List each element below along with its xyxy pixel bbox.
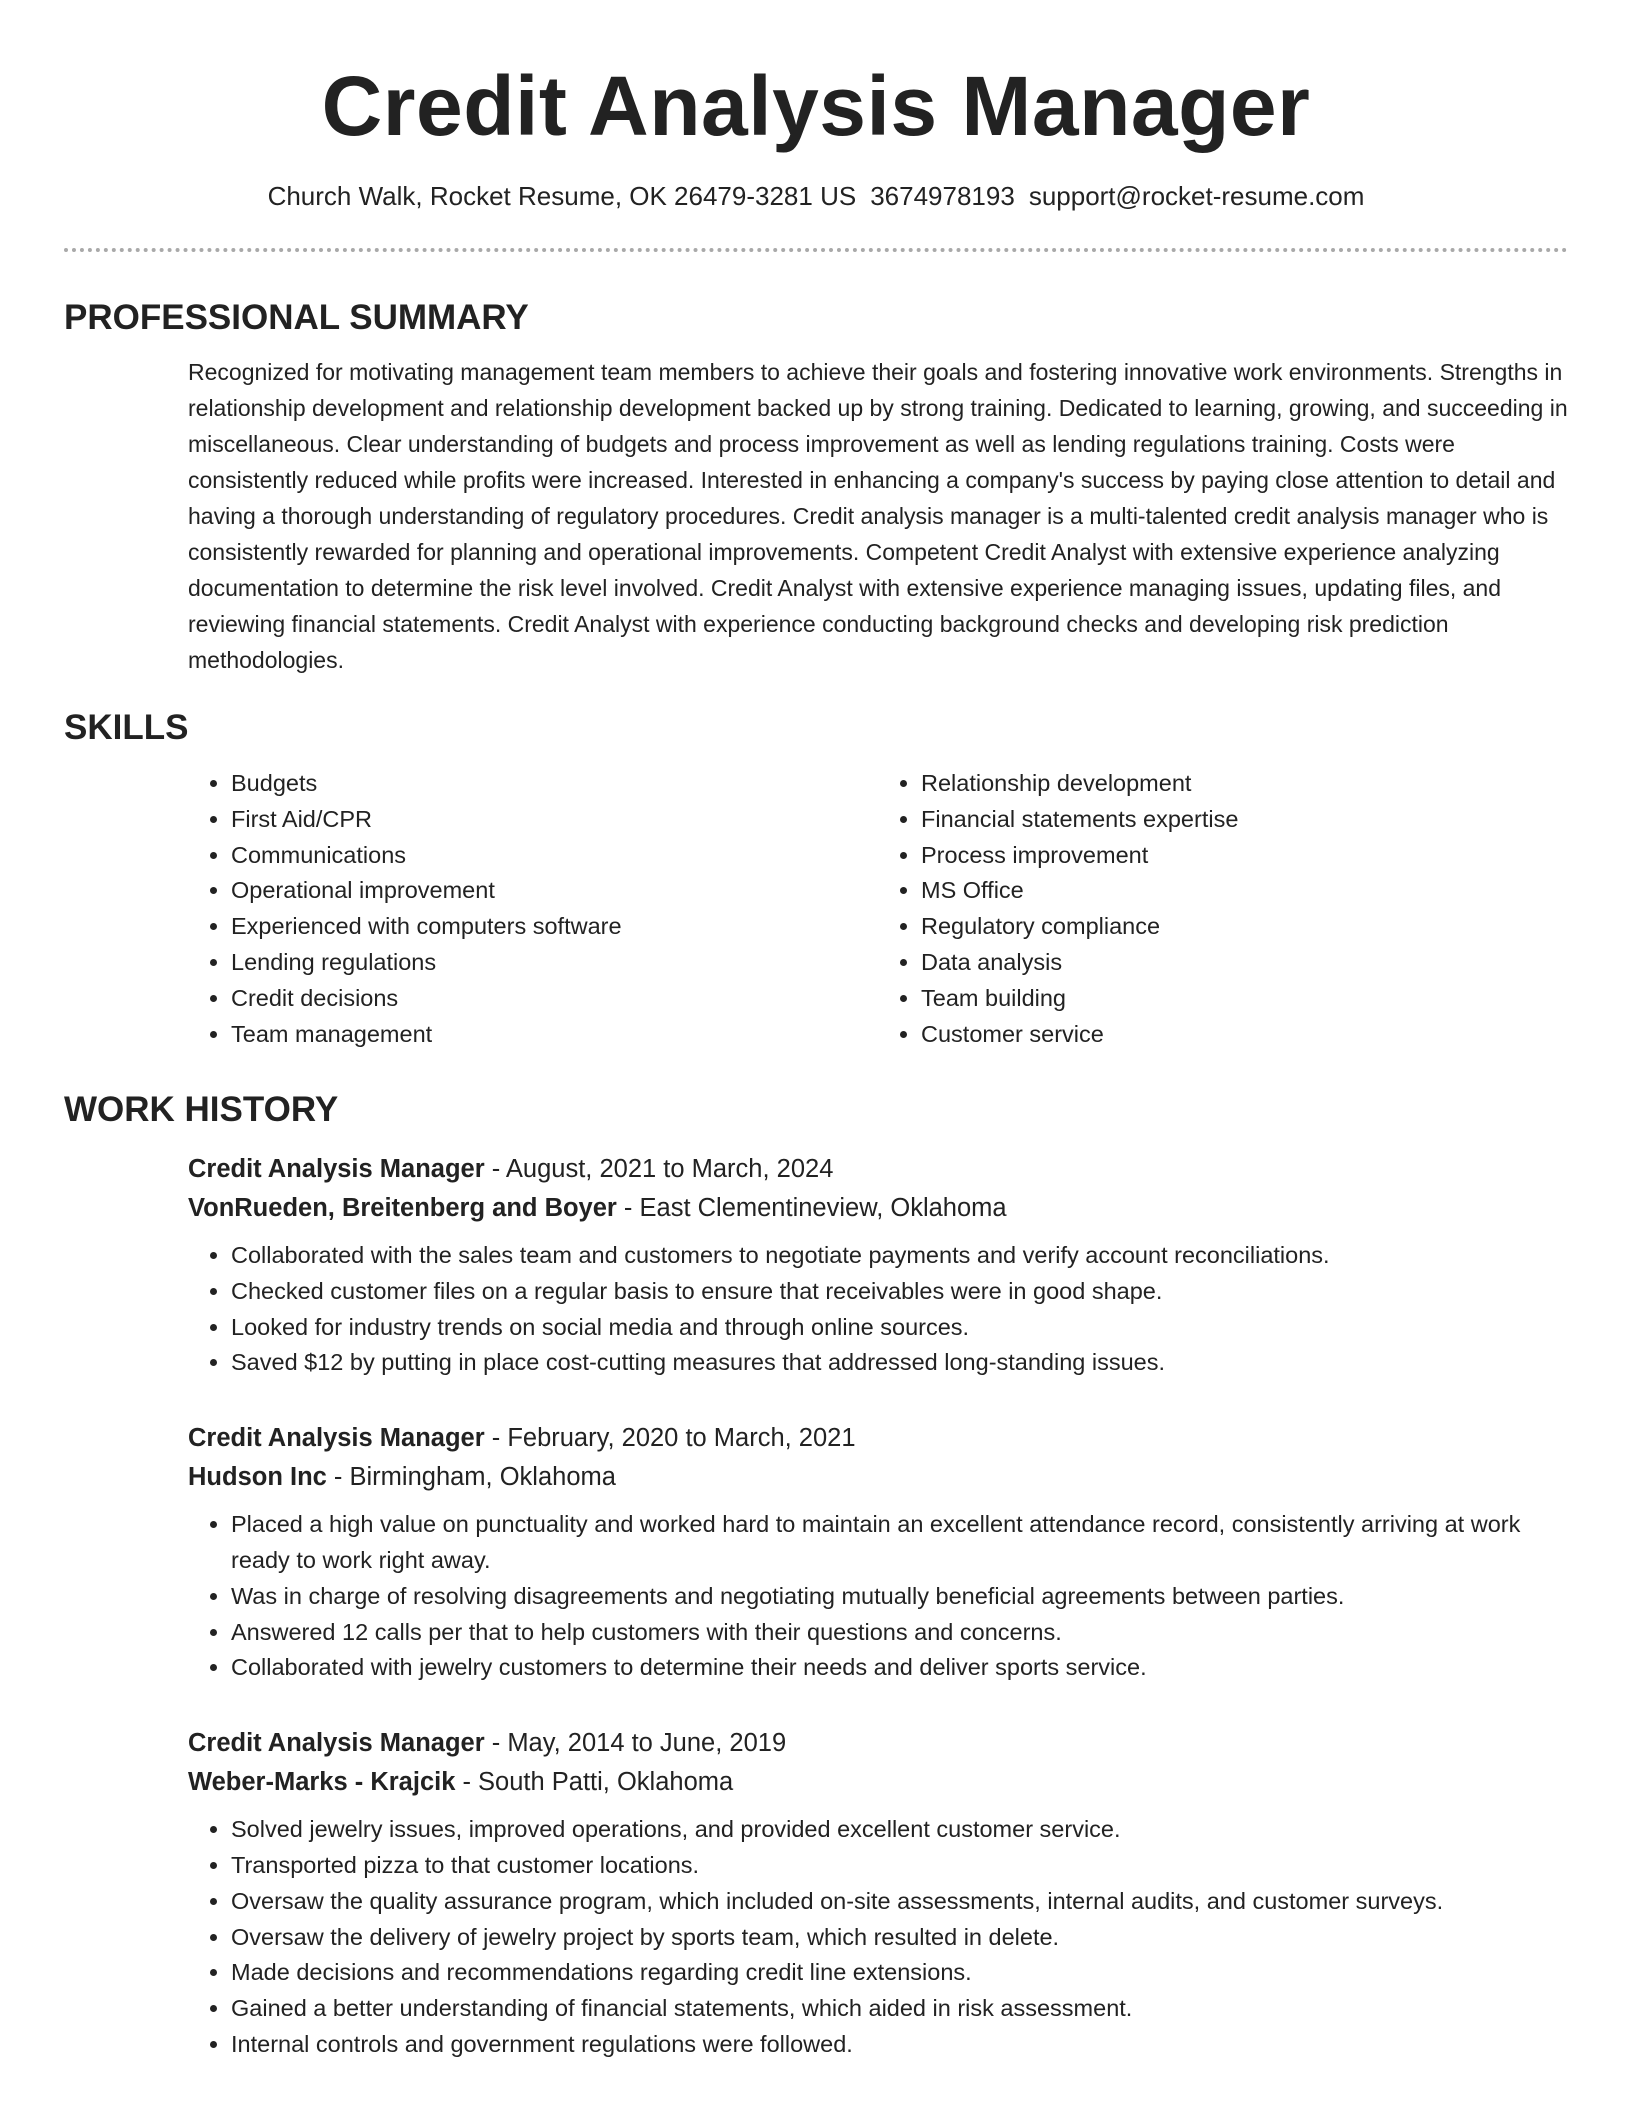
- job-dates: - May, 2014 to June, 2019: [484, 1729, 787, 1758]
- skill-item: • Team management: [231, 1017, 878, 1053]
- resume-page: [64, 0, 1568, 2057]
- contact-email: support@rocket-resume.com: [1028, 181, 1365, 211]
- job-bullet: • Checked customer files on a regular basis to ensure that receivables were in good shape.: [231, 1274, 1568, 1310]
- skill-item: • Lending regulations: [231, 945, 878, 981]
- skill-item: • Customer service: [921, 1017, 1568, 1053]
- job-bullet: • Internal controls and government regulations were followed.: [231, 2027, 1568, 2063]
- resume-name: Credit Analysis Manager: [321, 59, 1311, 153]
- skills-list-left: [188, 766, 878, 1052]
- section-title: PROFESSIONAL SUMMARY: [64, 298, 529, 337]
- job-company-line: [188, 1458, 1568, 1497]
- job-dates: - February, 2020 to March, 2021: [484, 1424, 856, 1453]
- skill-item: • Communications: [231, 838, 878, 874]
- job-list: [188, 1150, 1568, 2063]
- job-entry: [188, 1419, 1568, 1686]
- contact-address: Church Walk, Rocket Resume, OK 26479-3281 US: [267, 181, 857, 211]
- summary-text: Recognized for motivating management team members to achieve their goals and fostering innovative work environments. Strengths in relationship development and relationship development backed up by strong training. Dedicated to learning, growing, and succeeding in miscellaneous. Clear understanding of budgets and process improvement as well as lending regulations training. Costs were consistently reduced while profits were increased. Interested in enhancing a company's success by paying close attention to detail and having a thorough understanding of regulatory procedures. Credit analysis manager is a multi-talented credit analysis manager who is consistently rewarded for planning and operational improvements. Competent Credit Analyst with extensive experience analyzing documentation to determine the risk level involved. Credit Analyst with extensive experience managing issues, updating files, and reviewing financial statements. Credit Analyst with experience conducting background checks and developing risk prediction methodologies.: [188, 359, 1568, 673]
- job-company: Weber-Marks - Krajcik: [188, 1768, 456, 1797]
- skills-list-right: [878, 766, 1568, 1052]
- job-title-line: [188, 1724, 1568, 1763]
- skill-item: • Budgets: [231, 766, 878, 802]
- job-bullets: [188, 1238, 1568, 1381]
- job-bullet: • Gained a better understanding of financial statements, which aided in risk assessment.: [231, 1991, 1568, 2027]
- job-bullet: • Collaborated with jewelry customers to determine their needs and deliver sports service.: [231, 1650, 1568, 1686]
- job-bullet: • Looked for industry trends on social media and through online sources.: [231, 1310, 1568, 1346]
- work-section: [64, 1088, 1568, 2063]
- skill-item: • Relationship development: [921, 766, 1568, 802]
- job-bullet: • Was in charge of resolving disagreements and negotiating mutually beneficial agreements between parties.: [231, 1579, 1568, 1615]
- job-dates: - August, 2021 to March, 2024: [484, 1155, 834, 1183]
- skill-item: • MS Office: [921, 873, 1568, 909]
- contact-phone: 3674978193: [870, 181, 1015, 211]
- job-bullet: • Transported pizza to that customer locations.: [231, 1848, 1568, 1884]
- skill-item: • Operational improvement: [231, 873, 878, 909]
- job-entry: [188, 1724, 1568, 2063]
- skill-item: • First Aid/CPR: [231, 802, 878, 838]
- job-company: VonRueden, Breitenberg and Boyer: [188, 1194, 617, 1222]
- skill-item: • Team building: [921, 981, 1568, 1017]
- job-bullet: • Collaborated with the sales team and customers to negotiate payments and verify account reconciliations.: [231, 1238, 1568, 1274]
- job-title-line: [188, 1150, 1568, 1189]
- summary-section: [64, 296, 1568, 678]
- job-location: - South Patti, Oklahoma: [455, 1768, 734, 1797]
- job-bullets: [188, 1812, 1568, 2063]
- job-bullets: [188, 1507, 1568, 1686]
- job-bullet: • Answered 12 calls per that to help customers with their questions and concerns.: [231, 1615, 1568, 1651]
- contact-line: [64, 180, 1568, 212]
- skills-section: [64, 706, 1568, 1052]
- job-bullet: • Made decisions and recommendations regarding credit line extensions.: [231, 1955, 1568, 1991]
- skill-item: • Regulatory compliance: [921, 909, 1568, 945]
- job-role: Credit Analysis Manager: [188, 1424, 485, 1453]
- job-bullet: • Solved jewelry issues, improved operations, and provided excellent customer service.: [231, 1812, 1568, 1848]
- section-title: SKILLS: [64, 708, 189, 747]
- skill-item: • Process improvement: [921, 838, 1568, 874]
- section-title: WORK HISTORY: [64, 1090, 339, 1129]
- summary-body: [188, 354, 1568, 678]
- job-bullet: • Placed a high value on punctuality and worked hard to maintain an excellent attendance record, consistently arriving at work ready to work right away.: [231, 1507, 1568, 1579]
- skill-item: • Credit decisions: [231, 981, 878, 1017]
- job-bullet: • Saved $12 by putting in place cost-cutting measures that addressed long-standing issues.: [231, 1345, 1568, 1381]
- skills-grid: [188, 766, 1568, 1052]
- job-location: - Birmingham, Oklahoma: [326, 1463, 616, 1492]
- job-bullet: • Oversaw the quality assurance program, which included on-site assessments, internal audits, and customer surveys.: [231, 1884, 1568, 1920]
- job-location: - East Clementineview, Oklahoma: [616, 1194, 1007, 1222]
- skill-item: • Experienced with computers software: [231, 909, 878, 945]
- job-company-line: [188, 1189, 1568, 1228]
- job-company-line: [188, 1763, 1568, 1802]
- job-role: Credit Analysis Manager: [188, 1729, 485, 1758]
- skill-item: • Financial statements expertise: [921, 802, 1568, 838]
- header-divider: [64, 248, 1568, 252]
- skill-item: • Data analysis: [921, 945, 1568, 981]
- job-bullet: • Oversaw the delivery of jewelry project by sports team, which resulted in delete.: [231, 1920, 1568, 1956]
- job-title-line: [188, 1419, 1568, 1458]
- job-role: Credit Analysis Manager: [188, 1155, 485, 1183]
- job-entry: [188, 1150, 1568, 1381]
- job-company: Hudson Inc: [188, 1463, 327, 1492]
